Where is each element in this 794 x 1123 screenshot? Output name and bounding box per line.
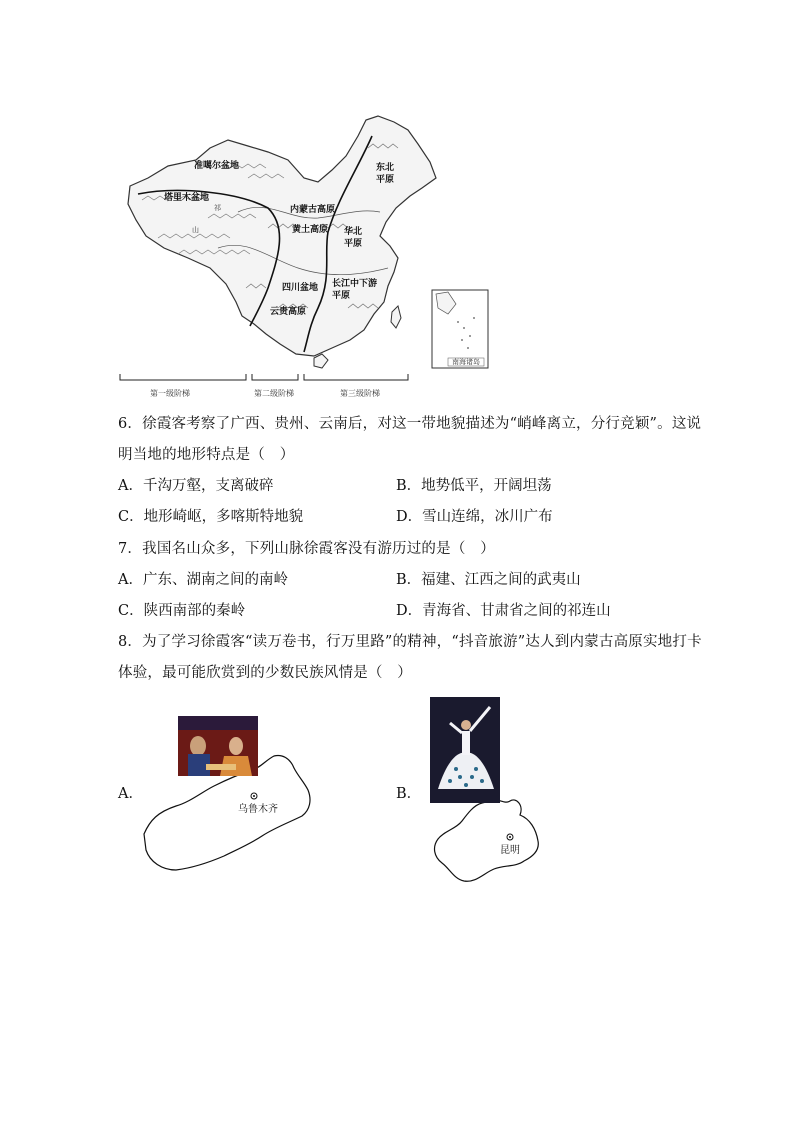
question-6-stem-line1: 6．徐霞客考察了广西、贵州、云南后，对这一带地貌描述为“峭峰离立，分行竞颖”。这说 [118,416,702,432]
question-7-option-c[interactable]: C．陕西南部的秦岭 [118,603,246,619]
question-6-option-a[interactable]: A．千沟万壑，支离破碎 [118,478,274,494]
step-label-third: 第三级阶梯 [340,389,380,398]
step-label-first: 第一级阶梯 [150,389,190,398]
city-kunming: 昆明 [500,845,520,856]
label-northeast-1: 东北 [376,163,395,173]
question-8-option-a[interactable]: A． [118,786,143,802]
question-8-stem-line2: 体验，最可能欣赏到的少数民族风情是（ ） [118,665,412,681]
question-6-option-b[interactable]: B．地势低平，开阔坦荡 [396,478,552,494]
question-7-option-d[interactable]: D．青海省、甘肃省之间的祁连山 [396,603,611,619]
china-map-svg [118,108,490,408]
label-north-china-1: 华北 [344,227,363,237]
label-inner-mongolia: 内蒙古高原 [290,205,336,215]
question-7-option-b[interactable]: B．福建、江西之间的武夷山 [396,572,581,588]
step-label-second: 第二级阶梯 [254,389,294,398]
label-loess: 黄土高原 [292,225,329,235]
label-sichuan: 四川盆地 [282,283,319,293]
label-yangtze-2: 平原 [332,291,351,301]
label-north-china-2: 平原 [344,239,363,249]
question-6-stem-line2: 明当地的地形特点是（ ） [118,447,295,463]
label-yungui: 云贵高原 [270,307,307,317]
question-7-option-a[interactable]: A．广东、湖南之间的南岭 [118,572,288,588]
option-b-figure [420,697,550,887]
label-junggar: 准噶尔盆地 [194,161,240,171]
question-7-stem: 7．我国名山众多，下列山脉徐霞客没有游历过的是（ ） [118,541,495,557]
question-6-option-d[interactable]: D．雪山连绵，冰川广布 [396,509,553,525]
option-a-figure [140,716,320,876]
china-terrain-map [118,108,490,408]
city-urumqi: 乌鲁木齐 [238,804,278,815]
svg-text:祁: 祁 [214,204,221,212]
label-tarim: 塔里木盆地 [164,193,210,203]
question-8-option-b[interactable]: B． [396,786,422,802]
inset-label: 南海诸岛 [452,358,480,366]
label-yangtze-1: 长江中下游 [332,279,378,289]
question-6-option-c[interactable]: C．地形崎岖，多喀斯特地貌 [118,509,304,525]
label-northeast-2: 平原 [376,175,395,185]
question-8-stem-line1: 8．为了学习徐霞客“读万卷书，行万里路”的精神，“抖音旅游”达人到内蒙古高原实地打卡 [118,634,702,650]
svg-text:山: 山 [192,226,199,234]
south-china-sea-inset [432,290,488,368]
